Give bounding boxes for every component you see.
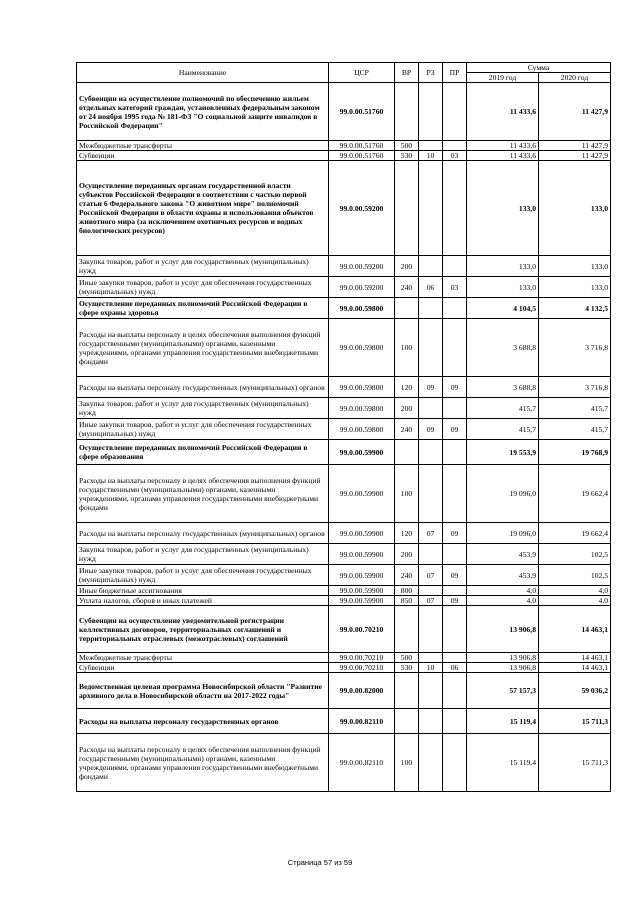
cell-pr: [443, 256, 467, 277]
header-sum: Сумма: [467, 63, 611, 73]
cell-vr: 850: [395, 596, 419, 606]
cell-vr: 500: [395, 653, 419, 663]
cell-rz: [419, 673, 443, 709]
cell-csr: 99.0.00.70210: [329, 663, 395, 673]
cell-2019: 3 688,8: [467, 319, 539, 377]
cell-name: Иные бюджетные ассигнования: [77, 586, 329, 596]
cell-csr: 99.0.00.51760: [329, 141, 395, 151]
table-body: [77, 83, 611, 792]
cell-rz: [419, 606, 443, 653]
cell-rz: 07: [419, 596, 443, 606]
cell-name: Расходы на выплаты персоналу в целях обеспечения выполнения функций государственными (муниципальными) органами, казенными учреждениями, органами управления государственными внебюджетными фондами: [77, 319, 329, 377]
cell-csr: 99.0.00.82110: [329, 734, 395, 792]
cell-2020: 14 463,1: [539, 663, 611, 673]
table-row: [77, 398, 611, 419]
cell-vr: 240: [395, 419, 419, 440]
table-row: [77, 673, 611, 709]
cell-csr: 99.0.00.59200: [329, 256, 395, 277]
cell-rz: 07: [419, 565, 443, 586]
cell-2020: 133,0: [539, 277, 611, 298]
cell-2019: 15 119,4: [467, 709, 539, 734]
cell-csr: 99.0.00.59900: [329, 465, 395, 523]
cell-vr: 100: [395, 734, 419, 792]
cell-name: Закупка товаров, работ и услуг для государственных (муниципальных) нужд: [77, 256, 329, 277]
cell-rz: [419, 734, 443, 792]
cell-vr: [395, 83, 419, 141]
cell-pr: [443, 653, 467, 663]
cell-name: Межбюджетные трансферты: [77, 653, 329, 663]
cell-vr: 500: [395, 141, 419, 151]
cell-rz: 06: [419, 277, 443, 298]
cell-2020: 102,5: [539, 544, 611, 565]
cell-2020: 19 662,4: [539, 523, 611, 544]
cell-pr: [443, 319, 467, 377]
cell-2019: 11 433,6: [467, 141, 539, 151]
table-row: [77, 256, 611, 277]
cell-pr: [443, 141, 467, 151]
cell-2020: 15 711,3: [539, 734, 611, 792]
cell-rz: [419, 440, 443, 465]
cell-rz: [419, 544, 443, 565]
cell-2019: 19 553,9: [467, 440, 539, 465]
cell-pr: [443, 544, 467, 565]
cell-csr: 99.0.00.59200: [329, 277, 395, 298]
table-row: [77, 161, 611, 256]
cell-2019: 19 096,0: [467, 465, 539, 523]
cell-2020: 3 716,8: [539, 319, 611, 377]
cell-csr: 99.0.00.82000: [329, 673, 395, 709]
cell-rz: 09: [419, 377, 443, 398]
cell-vr: 530: [395, 151, 419, 161]
cell-name: Уплата налогов, сборов и иных платежей: [77, 596, 329, 606]
table-row: [77, 606, 611, 653]
cell-vr: 100: [395, 319, 419, 377]
cell-2020: 415,7: [539, 419, 611, 440]
cell-pr: [443, 298, 467, 319]
cell-name: Межбюджетные трансферты: [77, 141, 329, 151]
cell-2019: 15 119,4: [467, 734, 539, 792]
cell-rz: 10: [419, 663, 443, 673]
cell-2020: 4,0: [539, 596, 611, 606]
header-name: Наименование: [77, 63, 329, 83]
cell-vr: 120: [395, 377, 419, 398]
cell-pr: [443, 161, 467, 256]
cell-name: Расходы на выплаты персоналу государственных органов: [77, 709, 329, 734]
cell-name: Расходы на выплаты персоналу в целях обеспечения выполнения функций государственными (муниципальными) органами, казенными учреждениями, органами управления государственными внебюджетными фондами: [77, 734, 329, 792]
cell-csr: 99.0.00.59800: [329, 298, 395, 319]
cell-pr: [443, 398, 467, 419]
cell-vr: 120: [395, 523, 419, 544]
cell-pr: 03: [443, 151, 467, 161]
cell-pr: [443, 734, 467, 792]
cell-vr: 200: [395, 398, 419, 419]
cell-pr: [443, 673, 467, 709]
cell-pr: 03: [443, 277, 467, 298]
cell-2020: 133,0: [539, 256, 611, 277]
cell-vr: 240: [395, 277, 419, 298]
cell-2019: 13 906,8: [467, 663, 539, 673]
cell-2019: 3 688,8: [467, 377, 539, 398]
cell-pr: 09: [443, 596, 467, 606]
cell-name: Закупка товаров, работ и услуг для государственных (муниципальных) нужд: [77, 398, 329, 419]
cell-rz: [419, 256, 443, 277]
header-2020: 2020 год: [539, 73, 611, 83]
cell-2019: 453,9: [467, 544, 539, 565]
table-row: [77, 319, 611, 377]
cell-rz: [419, 653, 443, 663]
cell-vr: 240: [395, 565, 419, 586]
cell-rz: [419, 83, 443, 141]
cell-name: Ведомственная целевая программа Новосибирской области "Развитие архивного дела в Новосибирской области на 2017-2022 годы": [77, 673, 329, 709]
cell-2019: 19 096,0: [467, 523, 539, 544]
cell-pr: [443, 440, 467, 465]
header-vr: ВР: [395, 63, 419, 83]
cell-name: Субвенции: [77, 151, 329, 161]
cell-pr: 09: [443, 419, 467, 440]
table-row: [77, 709, 611, 734]
header-2019: 2019 год: [467, 73, 539, 83]
cell-pr: 09: [443, 565, 467, 586]
cell-2019: 4 104,5: [467, 298, 539, 319]
cell-vr: 200: [395, 544, 419, 565]
header-pr: ПР: [443, 63, 467, 83]
cell-name: Осуществление переданных полномочий Российской Федерации в сфере образования: [77, 440, 329, 465]
cell-pr: [443, 709, 467, 734]
cell-2019: 11 433,6: [467, 151, 539, 161]
cell-name: Иные закупки товаров, работ и услуг для обеспечения государственных (муниципальных) нужд: [77, 277, 329, 298]
table-row: [77, 151, 611, 161]
cell-2020: 59 036,2: [539, 673, 611, 709]
cell-2020: 15 711,3: [539, 709, 611, 734]
table-row: [77, 663, 611, 673]
cell-2019: 11 433,6: [467, 83, 539, 141]
cell-2020: 19 662,4: [539, 465, 611, 523]
cell-2019: 415,7: [467, 419, 539, 440]
cell-csr: 99.0.00.59900: [329, 586, 395, 596]
cell-vr: [395, 161, 419, 256]
table-row: [77, 377, 611, 398]
cell-vr: 530: [395, 663, 419, 673]
cell-2019: 133,0: [467, 277, 539, 298]
cell-2019: 4,0: [467, 596, 539, 606]
header-csr: ЦСР: [329, 63, 395, 83]
cell-2019: 13 906,8: [467, 606, 539, 653]
table-row: [77, 565, 611, 586]
cell-csr: 99.0.00.51760: [329, 151, 395, 161]
page-number: Страница 57 из 59: [287, 858, 353, 867]
cell-2020: 4 132,5: [539, 298, 611, 319]
table-row: [77, 523, 611, 544]
cell-2020: 102,5: [539, 565, 611, 586]
table-row: [77, 298, 611, 319]
cell-csr: 99.0.00.59900: [329, 440, 395, 465]
cell-csr: 99.0.00.59900: [329, 596, 395, 606]
table-row: [77, 83, 611, 141]
cell-rz: [419, 586, 443, 596]
cell-pr: 09: [443, 523, 467, 544]
table-row: [77, 277, 611, 298]
cell-name: Иные закупки товаров, работ и услуг для обеспечения государственных (муниципальных) нужд: [77, 419, 329, 440]
cell-pr: [443, 83, 467, 141]
cell-name: Иные закупки товаров, работ и услуг для обеспечения государственных (муниципальных) нужд: [77, 565, 329, 586]
cell-rz: 07: [419, 523, 443, 544]
budget-table: [76, 62, 611, 792]
table-row: [77, 653, 611, 663]
cell-pr: [443, 465, 467, 523]
cell-2020: 133,0: [539, 161, 611, 256]
cell-vr: [395, 673, 419, 709]
cell-name: Осуществление переданных полномочий Российской Федерации в сфере охраны здоровья: [77, 298, 329, 319]
cell-vr: 200: [395, 256, 419, 277]
cell-vr: 800: [395, 586, 419, 596]
cell-2020: 11 427,9: [539, 83, 611, 141]
cell-rz: [419, 465, 443, 523]
cell-csr: 99.0.00.51760: [329, 83, 395, 141]
cell-pr: [443, 586, 467, 596]
cell-vr: 100: [395, 465, 419, 523]
cell-csr: 99.0.00.59900: [329, 544, 395, 565]
cell-pr: 06: [443, 663, 467, 673]
cell-rz: [419, 298, 443, 319]
table-row: [77, 465, 611, 523]
cell-rz: [419, 161, 443, 256]
cell-csr: 99.0.00.59800: [329, 319, 395, 377]
cell-2020: 4,0: [539, 586, 611, 596]
cell-2020: 3 716,8: [539, 377, 611, 398]
table-row: [77, 596, 611, 606]
cell-2020: 19 768,9: [539, 440, 611, 465]
cell-name: Субвенции на осуществление уведомительной регистрации коллективных договоров, территориальных соглашений и территориальных отраслевых (межотраслевых) соглашений: [77, 606, 329, 653]
cell-rz: [419, 319, 443, 377]
cell-2019: 13 906,8: [467, 653, 539, 663]
cell-rz: 09: [419, 419, 443, 440]
cell-2019: 415,7: [467, 398, 539, 419]
cell-pr: [443, 606, 467, 653]
cell-name: Расходы на выплаты персоналу государственных (муниципальных) органов: [77, 523, 329, 544]
cell-rz: [419, 141, 443, 151]
cell-name: Субвенции: [77, 663, 329, 673]
cell-2019: 4,0: [467, 586, 539, 596]
cell-2019: 57 157,3: [467, 673, 539, 709]
table-row: [77, 440, 611, 465]
cell-2020: 11 427,9: [539, 141, 611, 151]
cell-2019: 133,0: [467, 256, 539, 277]
table-row: [77, 734, 611, 792]
table-row: [77, 141, 611, 151]
cell-name: Расходы на выплаты персоналу в целях обеспечения выполнения функций государственными (муниципальными) органами, казенными учреждениями, органами управления государственными внебюджетными фондами: [77, 465, 329, 523]
cell-name: Расходы на выплаты персоналу государственных (муниципальных) органов: [77, 377, 329, 398]
cell-csr: 99.0.00.59800: [329, 398, 395, 419]
cell-2020: 14 463,1: [539, 606, 611, 653]
cell-csr: 99.0.00.59200: [329, 161, 395, 256]
cell-csr: 99.0.00.70210: [329, 653, 395, 663]
cell-csr: 99.0.00.59900: [329, 523, 395, 544]
cell-csr: 99.0.00.59900: [329, 565, 395, 586]
cell-vr: [395, 440, 419, 465]
cell-2020: 415,7: [539, 398, 611, 419]
cell-name: Осуществление переданных органам государственной власти субъектов Российской Федерации в соответствии с частью первой статьи 6 Федерального закона "О животном мире" полномочий Российской Федерации в области охраны и использования объектов животного мира (за исключением охотничьих ресурсов и водных биологических ресурсов): [77, 161, 329, 256]
cell-2019: 133,0: [467, 161, 539, 256]
cell-vr: [395, 709, 419, 734]
cell-name: Субвенции на осуществление полномочий по обеспечению жильем отдельных категорий граждан, установленных федеральным законом от 24 ноября 1995 года № 181-ФЗ "О социальной защите инвалидов в Российской Федерации": [77, 83, 329, 141]
cell-csr: 99.0.00.82110: [329, 709, 395, 734]
cell-name: Закупка товаров, работ и услуг для государственных (муниципальных) нужд: [77, 544, 329, 565]
table-row: [77, 419, 611, 440]
cell-rz: [419, 709, 443, 734]
table-row: [77, 586, 611, 596]
cell-vr: [395, 606, 419, 653]
cell-csr: 99.0.00.59800: [329, 377, 395, 398]
cell-rz: [419, 398, 443, 419]
cell-vr: [395, 298, 419, 319]
cell-rz: 10: [419, 151, 443, 161]
cell-pr: 09: [443, 377, 467, 398]
cell-2020: 14 463,1: [539, 653, 611, 663]
header-rz: РЗ: [419, 63, 443, 83]
table-row: [77, 544, 611, 565]
cell-2019: 453,9: [467, 565, 539, 586]
cell-2020: 11 427,9: [539, 151, 611, 161]
cell-csr: 99.0.00.59800: [329, 419, 395, 440]
cell-csr: 99.0.00.70210: [329, 606, 395, 653]
